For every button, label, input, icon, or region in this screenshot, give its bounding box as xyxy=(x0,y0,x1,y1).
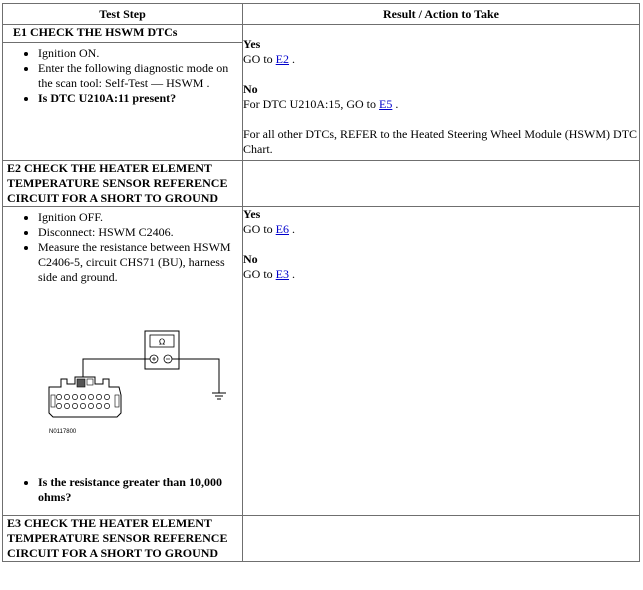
e2-no-action: GO to E3 . xyxy=(243,267,296,281)
e2-yes-label: Yes xyxy=(243,207,261,221)
list-item: • Disconnect: HSWM C2406. xyxy=(38,225,242,240)
diagnostic-table xyxy=(2,3,640,562)
step-e2-title-row xyxy=(3,161,640,207)
list-item: • Is the resistance greater than 10,000 ohms? xyxy=(38,475,242,505)
list-item: • Ignition ON. xyxy=(38,46,242,61)
e2-no-label: No xyxy=(243,252,258,266)
list-item: • Enter the following diagnostic mode on the scan tool: Self-Test — HSWM . xyxy=(38,61,242,91)
ground-icon xyxy=(212,393,226,399)
table-header-row xyxy=(3,4,640,25)
step-e1-body xyxy=(3,43,243,161)
e1-yes-action: GO to E2 . xyxy=(243,52,296,66)
e2-yes-action: GO to E6 . xyxy=(243,222,296,236)
link-e2[interactable]: E2 xyxy=(275,52,290,66)
step-e2-body-row xyxy=(3,207,640,516)
wiring-figure xyxy=(3,289,242,471)
list-item: • Is DTC U210A:11 present? xyxy=(38,91,242,106)
e1-yes-label: Yes xyxy=(243,37,261,51)
step-e1-result xyxy=(243,25,640,161)
step-e2-body xyxy=(3,207,243,516)
ohm-symbol: Ω xyxy=(158,337,166,347)
column-header-result: Result / Action to Take xyxy=(243,4,640,25)
step-e1-title-row xyxy=(3,25,640,43)
column-header-test-step: Test Step xyxy=(3,4,243,25)
e1-no-action: For DTC U210A:15, GO to E5 . xyxy=(243,97,399,111)
step-e2-result xyxy=(243,207,640,516)
connector-icon xyxy=(49,377,121,417)
e1-no-label: No xyxy=(243,82,258,96)
link-e3[interactable]: E3 xyxy=(275,267,290,281)
figure-id: N0117800 xyxy=(49,429,77,435)
step-e3-title-empty xyxy=(243,516,640,562)
step-e1-title: E1 CHECK THE HSWM DTCs xyxy=(3,25,243,43)
link-e6[interactable]: E6 xyxy=(275,222,290,236)
step-e3-title: E3 CHECK THE HEATER ELEMENT TEMPERATURE SENSOR REFERENCE CIRCUIT FOR A SHORT TO GROUND xyxy=(3,516,243,562)
link-e5[interactable]: E5 xyxy=(379,97,393,111)
step-e3-title-row xyxy=(3,516,640,562)
e1-other-dtcs: For all other DTCs, REFER to the Heated Steering Wheel Module (HSWM) DTC Chart. xyxy=(243,127,638,156)
step-e2-title: E2 CHECK THE HEATER ELEMENT TEMPERATURE SENSOR REFERENCE CIRCUIT FOR A SHORT TO GROUND xyxy=(3,161,243,207)
resistance-test-diagram xyxy=(7,329,237,433)
step-e2-title-empty xyxy=(243,161,640,207)
list-item: • Ignition OFF. xyxy=(38,210,242,225)
list-item: • Measure the resistance between HSWM C2406-5, circuit CHS71 (BU), harness side and ground. xyxy=(38,240,242,285)
